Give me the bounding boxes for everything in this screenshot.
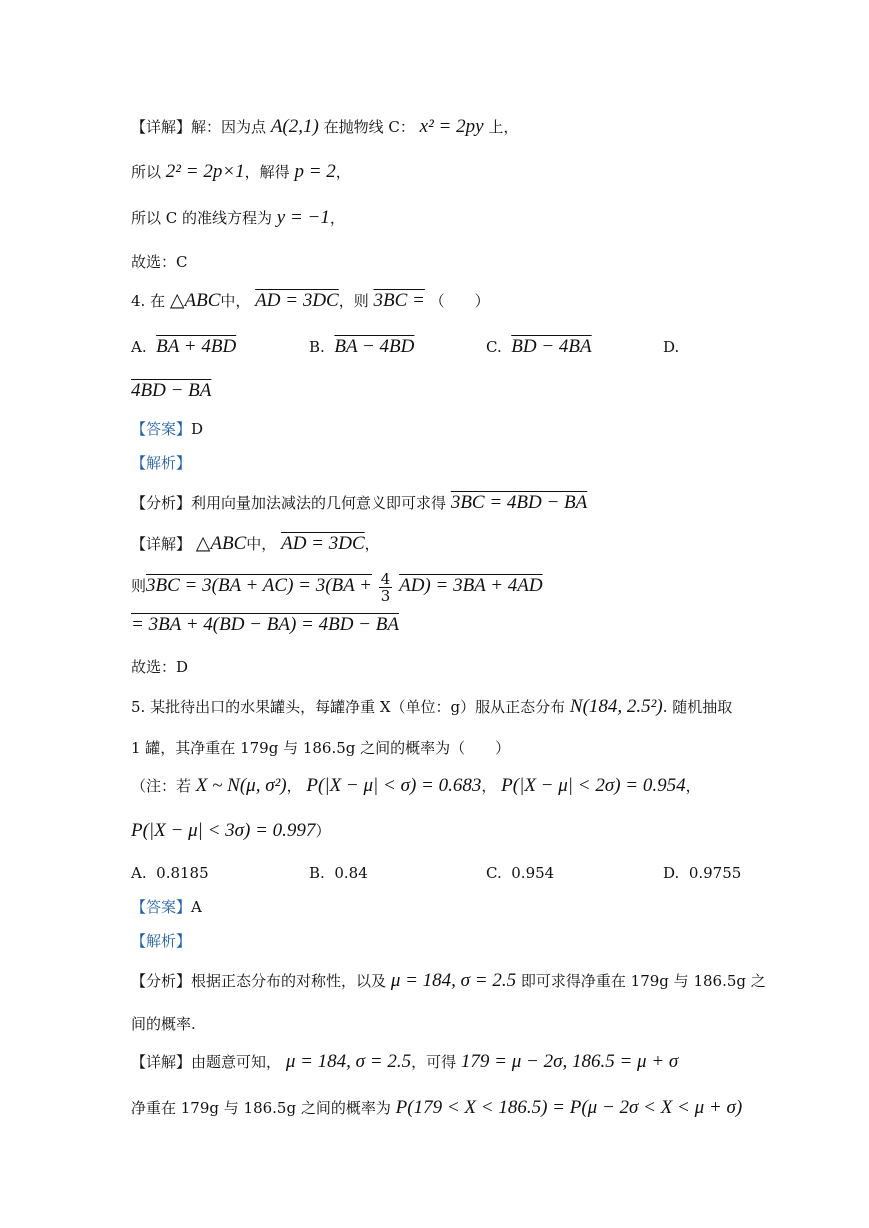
- option-letter: B.: [309, 338, 325, 356]
- q5-option-a: [131, 862, 209, 884]
- option-letter: C.: [486, 864, 502, 882]
- math-step: 3BC = 3(BA + AC) = 3(BA +: [146, 575, 372, 596]
- q4-analysis: [131, 452, 191, 474]
- answer-tag: 【答案】: [131, 898, 192, 916]
- option-letter: A.: [131, 338, 147, 356]
- math-normal: N(184, 2.5²): [569, 696, 663, 717]
- math-step: AD) = 3BA + 4AD: [399, 575, 543, 596]
- text: 4. 在: [131, 292, 166, 310]
- q5-stem-line2: 1 罐，其净重在 179g 与 186.5g 之间的概率为（ ）: [131, 739, 511, 757]
- q5-stem-line1: [131, 696, 732, 718]
- q5-last-line: [131, 1097, 742, 1119]
- q5-detail: [131, 1051, 678, 1073]
- denominator: 3: [380, 586, 391, 605]
- text: 中，: [246, 535, 277, 553]
- math-eq: 2² = 2p×1: [165, 161, 245, 182]
- numerator: 4: [380, 569, 391, 588]
- text: ）: [315, 822, 331, 840]
- detail-tag: 【详解】: [131, 1053, 192, 1071]
- text: . 随机抽取: [662, 698, 733, 716]
- option-expr: BD − 4BA: [511, 336, 592, 357]
- math-vector: 3BC =: [373, 290, 425, 311]
- math-probability: P(179 < X < 186.5) = P(μ − 2σ < X < μ + σ): [395, 1097, 743, 1118]
- option-value: 0.9755: [688, 864, 742, 882]
- text: ，: [685, 777, 701, 795]
- math-note: P(|X − μ| < 2σ) = 0.954: [501, 775, 686, 796]
- q5-note-line2: [131, 820, 330, 842]
- math-directrix: y = −1: [276, 207, 330, 228]
- answer-tag: 【答案】: [131, 420, 192, 438]
- option-expr: 4BD − BA: [131, 380, 212, 401]
- q4-fenxi: [131, 492, 587, 514]
- math-params: μ = 184, σ = 2.5: [390, 970, 517, 991]
- math-point-a: A(2,1): [270, 116, 319, 137]
- text: ，: [335, 163, 351, 181]
- math-p: p = 2: [294, 161, 336, 182]
- text: 所以: [131, 163, 162, 181]
- text: 上，: [488, 118, 519, 136]
- option-letter: A.: [131, 864, 147, 882]
- solution1-choice: 故选：C: [131, 253, 188, 271]
- option-value: 0.8185: [156, 864, 209, 882]
- text: 利用向量加法减法的几何意义即可求得: [191, 494, 447, 512]
- math-vector-eq: AD = 3DC: [255, 290, 339, 311]
- q4-option-a: [131, 336, 236, 358]
- math-result: 3BC = 4BD − BA: [450, 492, 588, 513]
- text: 中，: [220, 292, 251, 310]
- text: ，解得: [244, 163, 290, 181]
- q5-fenxi-line1: [131, 970, 766, 992]
- detail-tag: 【详解】: [131, 535, 192, 553]
- math-note: X ~ N(μ, σ²): [195, 775, 287, 796]
- q5-fenxi-line2: 间的概率.: [131, 1015, 196, 1033]
- text: 则: [131, 577, 147, 595]
- text: 解：因为点: [191, 118, 267, 136]
- fenxi-tag: 【分析】: [131, 972, 192, 990]
- text: 在抛物线 C：: [323, 118, 415, 136]
- math-parabola: x² = 2py: [419, 116, 484, 137]
- math-triangle: △ABC: [169, 290, 221, 311]
- q5-answer: [131, 896, 202, 918]
- q4-step1: [131, 568, 543, 604]
- q5-option-d: [663, 862, 741, 884]
- q4-option-b: [309, 336, 414, 358]
- math-vector-eq: AD = 3DC: [281, 533, 365, 554]
- solution1-line3: [131, 207, 345, 229]
- q4-choice: 故选：D: [131, 658, 189, 676]
- text: 所以 C 的准线方程为: [131, 209, 273, 227]
- answer-value: A: [191, 898, 202, 916]
- text: 5. 某批待出口的水果罐头，每罐净重 X（单位：g）服从正态分布: [131, 698, 566, 716]
- text: ，: [329, 209, 345, 227]
- option-expr: BA − 4BD: [334, 336, 415, 357]
- math-triangle: △ABC: [195, 533, 247, 554]
- option-letter: D.: [663, 864, 680, 882]
- fraction: [379, 571, 393, 604]
- q4-option-d-expr: [131, 380, 211, 402]
- text: 净重在 179g 与 186.5g 之间的概率为: [131, 1099, 391, 1117]
- q4-step2: [131, 614, 399, 636]
- math-params: μ = 184, σ = 2.5: [285, 1051, 412, 1072]
- text: ，则: [338, 292, 369, 310]
- text: 根据正态分布的对称性，以及: [191, 972, 387, 990]
- text: 即可求得净重在 179g 与 186.5g 之: [520, 972, 766, 990]
- analysis-tag: 【解析】: [131, 454, 192, 472]
- q4-option-c: [486, 336, 592, 358]
- text: （注：若: [131, 777, 192, 795]
- math-step: = 3BA + 4(BD − BA) = 4BD − BA: [131, 614, 399, 635]
- q4-stem: [131, 290, 490, 312]
- option-letter: B.: [309, 864, 325, 882]
- text: （ ）: [429, 292, 490, 310]
- option-letter: D.: [663, 338, 680, 356]
- q4-detail: [131, 533, 380, 555]
- q5-note-line1: [131, 775, 701, 797]
- option-value: 0.84: [334, 864, 368, 882]
- q5-option-c: [486, 862, 554, 884]
- text: ，: [286, 777, 302, 795]
- q4-option-d-letter: [663, 336, 679, 358]
- math-relations: 179 = μ − 2σ, 186.5 = μ + σ: [460, 1051, 679, 1072]
- math-note: P(|X − μ| < 3σ) = 0.997: [131, 820, 316, 841]
- text: 由题意可知，: [191, 1053, 282, 1071]
- option-value: 0.954: [511, 864, 555, 882]
- q4-answer: [131, 418, 203, 440]
- analysis-tag: 【解析】: [131, 932, 192, 950]
- q5-option-b: [309, 862, 368, 884]
- text: ，: [481, 777, 497, 795]
- text: ，可得: [411, 1053, 457, 1071]
- text: ，: [364, 535, 380, 553]
- solution1-line2: [131, 161, 351, 183]
- math-note: P(|X − μ| < σ) = 0.683: [306, 775, 482, 796]
- q5-analysis: [131, 930, 191, 952]
- option-expr: BA + 4BD: [156, 336, 237, 357]
- fenxi-tag: 【分析】: [131, 494, 192, 512]
- option-letter: C.: [486, 338, 502, 356]
- detail-tag: 【详解】: [131, 118, 192, 136]
- solution1-line1: [131, 116, 518, 138]
- answer-value: D: [191, 420, 204, 438]
